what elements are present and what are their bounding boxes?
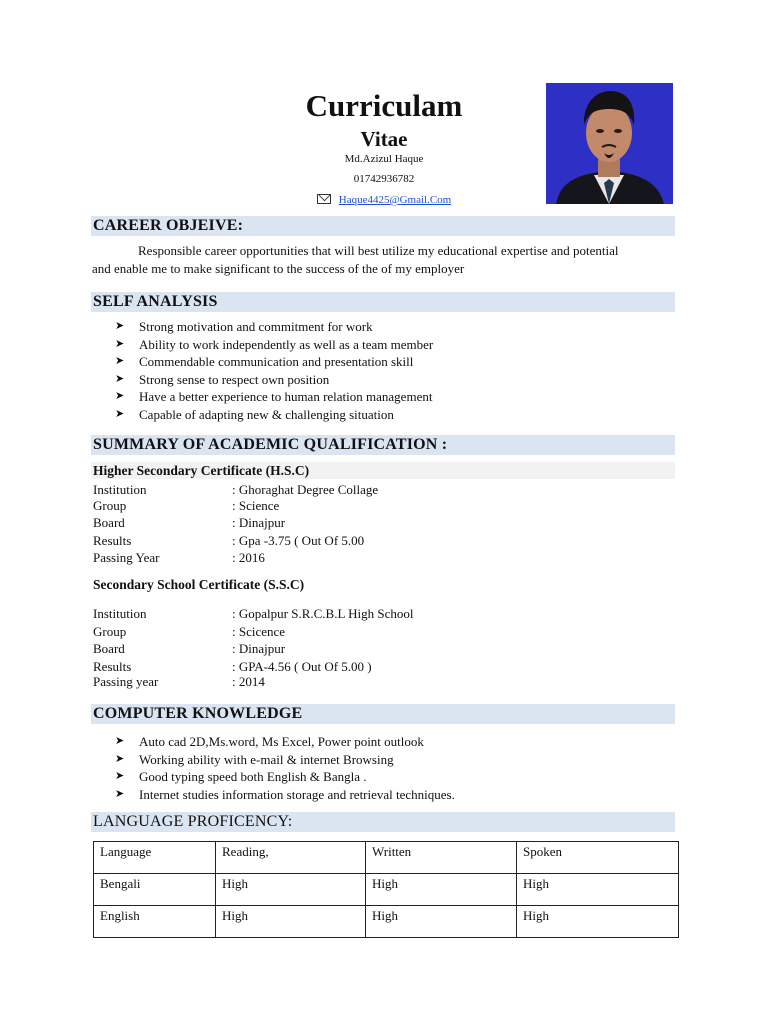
language-table	[93, 841, 679, 938]
table-header-cell: Spoken	[517, 842, 679, 874]
table-cell: Bengali	[94, 874, 216, 906]
detail-row: Institution : Gopalpur S.R.C.B.L High School	[93, 606, 414, 621]
profile-photo	[546, 83, 673, 204]
list-item: ➤ Commendable communication and presentation skill	[115, 354, 414, 370]
academic-heading: SUMMARY OF ACADEMIC QUALIFICATION :	[91, 435, 675, 455]
list-item: ➤ Internet studies information storage and retrieval techniques.	[115, 786, 455, 802]
detail-row: Group : Scicence	[93, 623, 286, 639]
arrow-bullet-icon: ➤	[115, 355, 125, 368]
list-item: ➤ Good typing speed both English & Bangla .	[115, 769, 367, 785]
arrow-bullet-icon: ➤	[115, 770, 125, 783]
table-row	[94, 906, 679, 938]
language-heading: LANGUAGE PROFICENCY:	[91, 812, 675, 832]
detail-row: Results : Gpa -3.75 ( Out Of 5.00	[93, 532, 365, 548]
detail-row: Board : Dinajpur	[93, 641, 286, 656]
computer-knowledge-list	[115, 733, 455, 803]
arrow-bullet-icon: ➤	[115, 752, 125, 765]
list-item: ➤ Ability to work independently as well as a team member	[115, 336, 434, 352]
document-title: Curriculam	[305, 88, 463, 123]
hsc-details	[93, 481, 378, 567]
table-cell: High	[517, 906, 679, 938]
arrow-bullet-icon: ➤	[115, 407, 125, 420]
detail-row: Board : Dinajpur	[93, 515, 286, 530]
email-link[interactable]: Haque4425@Gmail.Com	[338, 194, 452, 206]
table-header-cell: Reading,	[216, 842, 366, 874]
document-subtitle: Vitae	[360, 127, 408, 151]
table-header-cell: Language	[94, 842, 216, 874]
arrow-bullet-icon: ➤	[115, 390, 125, 403]
table-row	[94, 874, 679, 906]
career-objective-line-2: and enable me to make significant to the success of the of my employer	[92, 261, 465, 276]
detail-row: Results : GPA-4.56 ( Out Of 5.00 )	[93, 658, 372, 674]
arrow-bullet-icon: ➤	[115, 787, 125, 800]
table-cell: High	[366, 906, 517, 938]
arrow-bullet-icon: ➤	[115, 337, 125, 350]
table-header-row	[94, 842, 679, 874]
career-objective-line-1: Responsible career opportunities that will best utilize my educational expertise and potential	[138, 243, 619, 258]
arrow-bullet-icon: ➤	[115, 372, 125, 385]
computer-knowledge-heading: COMPUTER KNOWLEDGE	[91, 704, 675, 724]
list-item: ➤ Have a better experience to human relation management	[115, 389, 433, 405]
table-cell: High	[366, 874, 517, 906]
detail-row: Passing year : 2014	[93, 674, 265, 689]
applicant-phone: 01742936782	[353, 173, 415, 185]
detail-row: Group : Science	[93, 497, 280, 513]
portrait-image	[546, 83, 673, 204]
arrow-bullet-icon: ➤	[115, 735, 125, 747]
envelope-icon	[317, 194, 331, 204]
table-cell: High	[216, 906, 366, 938]
arrow-bullet-icon: ➤	[115, 320, 125, 332]
ssc-title: Secondary School Certificate (S.S.C)	[93, 577, 305, 592]
list-item: ➤ Strong motivation and commitment for work	[115, 319, 373, 334]
applicant-name: Md.Azizul Haque	[344, 153, 424, 165]
table-cell: High	[216, 874, 366, 906]
self-analysis-list	[115, 318, 433, 424]
career-objective-heading: CAREER OBJEIVE:	[91, 216, 675, 236]
list-item: ➤ Auto cad 2D,Ms.word, Ms Excel, Power point outlook	[115, 734, 424, 749]
detail-row: Passing Year : 2016	[93, 550, 265, 565]
self-analysis-heading: SELF ANALYSIS	[91, 292, 675, 312]
table-header-cell: Written	[366, 842, 517, 874]
list-item: ➤ Working ability with e-mail & internet Browsing	[115, 751, 394, 767]
list-item: ➤ Capable of adapting new & challenging situation	[115, 406, 394, 422]
table-cell: High	[517, 874, 679, 906]
table-cell: English	[94, 906, 216, 938]
detail-row: Institution : Ghoraghat Degree Collage	[93, 482, 379, 497]
list-item: ➤ Strong sense to respect own position	[115, 371, 330, 387]
hsc-title: Higher Secondary Certificate (H.S.C)	[91, 462, 675, 479]
ssc-details	[93, 605, 414, 691]
